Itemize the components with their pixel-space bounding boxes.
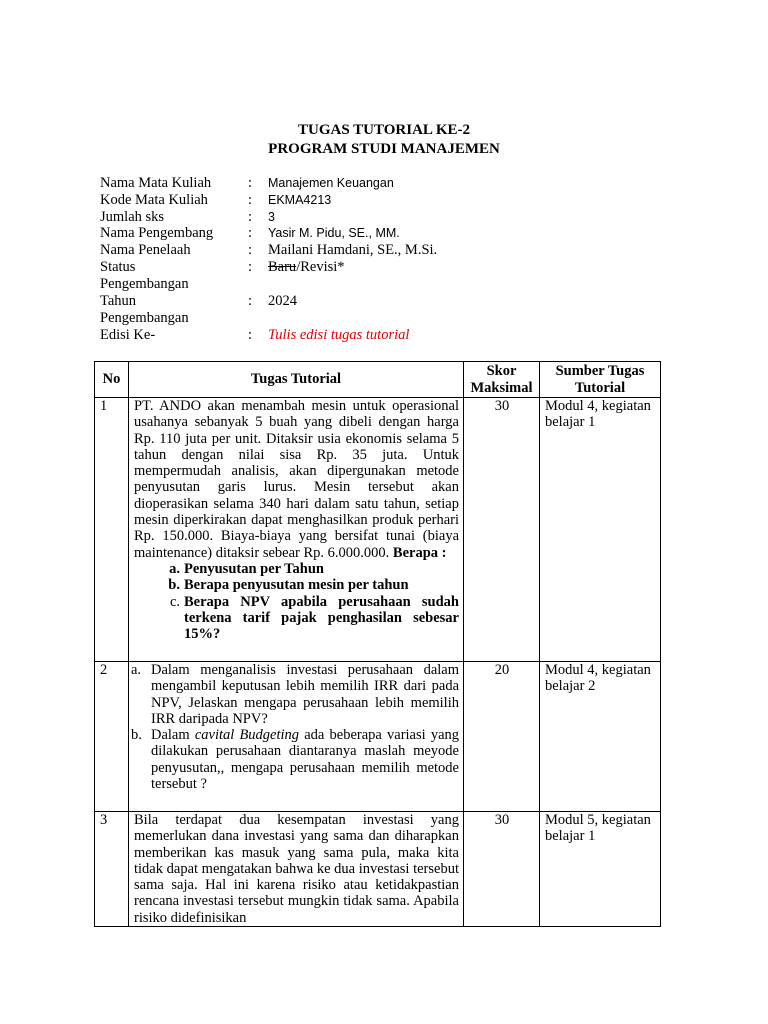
header-skor: Skor Maksimal [464,362,540,398]
max-score: 20 [464,662,540,812]
info-value: Mailani Hamdani, SE., M.Si. [268,242,438,259]
info-value: 2024 [268,293,297,310]
info-row-penelaah: Nama Penelaah : Mailani Hamdani, SE., M.Si. [100,242,660,259]
info-value-edisi: Tulis edisi tugas tutorial [268,326,410,343]
row-number: 2 [95,662,129,812]
document-title-line2: PROGRAM STUDI MANAJEMEN [268,141,500,157]
task-source: Modul 4, kegiatan belajar 2 [540,662,661,812]
task-cell: Bila terdapat dua kesempatan investasi yang memerlukan dana investasi yang sama dan diharapkan memberikan kas masuk yang sama pula, maka kita tidak dapat mengatakan bahwa ke dua investasi tersebut sama saja. Hal ini karena risiko atau ketidakpastian rencana investasi tersebut mungkin tidak sama. Apabila risiko didefinisikan [129,812,464,927]
info-value: EKMA4213 [268,192,332,207]
info-label: Kode Mata Kuliah [100,191,208,208]
info-row-status-cont [100,276,660,293]
info-label: Nama Penelaah [100,242,191,259]
header-sumber: Sumber Tugas Tutorial [540,362,661,398]
document-title-line1: TUGAS TUTORIAL KE-2 [298,122,470,138]
info-row-kode-mk: Kode Mata Kuliah : EKMA4213 [100,192,660,209]
info-value: Manajemen Keuangan [268,176,394,190]
info-row-edisi: Edisi Ke- : Tulis edisi tugas tutorial [100,327,660,344]
max-score: 30 [464,812,540,927]
info-row-nama-mk: Nama Mata Kuliah : Manajemen Keuangan [100,175,660,192]
info-label: Jumlah sks [100,208,165,225]
info-label: Pengembangan [100,275,189,292]
course-info [100,175,660,343]
list-item: b. Berapa penyusutan mesin per tahun [168,577,409,594]
table-row [95,812,661,927]
task-subquestions [134,561,459,642]
status-strikethrough: Baru [268,258,297,275]
task-cell [129,662,464,812]
info-label: Tahun [100,293,137,310]
table-row [95,662,661,812]
list-item: a. Penyusutan per Tahun [169,560,324,577]
task-cell [129,398,464,662]
max-score: 30 [464,398,540,662]
info-label: Pengembangan [100,309,189,326]
info-label: Nama Pengembang [100,225,214,242]
header-tugas: Tugas Tutorial [129,362,464,398]
info-value: Yasir M. Pidu, SE., MM. [268,226,400,241]
info-label: Nama Mata Kuliah [100,175,212,191]
task-source: Modul 4, kegiatan belajar 1 [540,398,661,662]
task-text: PT. ANDO akan menambah mesin untuk operasional usahanya sebanyak 5 buah yang dibeli dengan harga Rp. 110 juta per unit. Ditaksir usia ekonomis selama 5 tahun dengan nilai sisa Rp. 35 juta. Untuk mempermudah analisis, akan dipergunakan metode penyusutan garis lurus. Mesin tersebut akan dioperasikan selama 340 hari dalam satu tahun, setiap mesin diperkirakan dapat menghasilkan produk perhari Rp. 150.000. Biaya-biaya yang bersifat tunai (biaya maintenance) ditaksir sebear Rp. 6.000.000. [134,398,459,561]
list-item: c. Berapa NPV apabila perusahaan sudah terkena tarif pajak penghasilan sebesar 15%? [169,593,459,643]
info-row-sks: Jumlah sks : 3 [100,209,660,226]
info-label: Edisi Ke- [100,326,156,343]
row-number: 1 [95,398,129,662]
info-row-tahun: Tahun : 2024 [100,293,660,310]
list-item: b. Dalam cavital Budgeting ada beberapa variasi yang dilakukan perusahaan diantaranya maslah meyode penyusutan,, mengapa perusahaan memilih metode tersebut ? [131,727,460,793]
info-value: 3 [268,209,275,224]
info-value [268,259,660,276]
tugas-table [94,361,661,927]
task-question: Berapa : [392,544,447,561]
info-row-pengembang: Nama Pengembang : Yasir M. Pidu, SE., MM. [100,225,660,242]
table-header-row [95,362,661,398]
task-subquestions [131,662,459,792]
list-item: a. Dalam menganalisis investasi perusahaan dalam mengambil keputusan lebih memilih IRR dari pada NPV, Jelaskan mengapa perusahaan lebih memilih IRR daripada NPV? [131,662,459,727]
header-no: No [95,362,129,398]
info-row-status: Status : Baru/Revisi* [100,259,660,276]
row-number: 3 [95,812,129,927]
info-row-tahun-cont [100,310,660,327]
table-row [95,398,661,662]
info-label: Status [100,258,136,275]
status-revisi: /Revisi* [296,258,345,275]
task-source: Modul 5, kegiatan belajar 1 [540,812,661,927]
